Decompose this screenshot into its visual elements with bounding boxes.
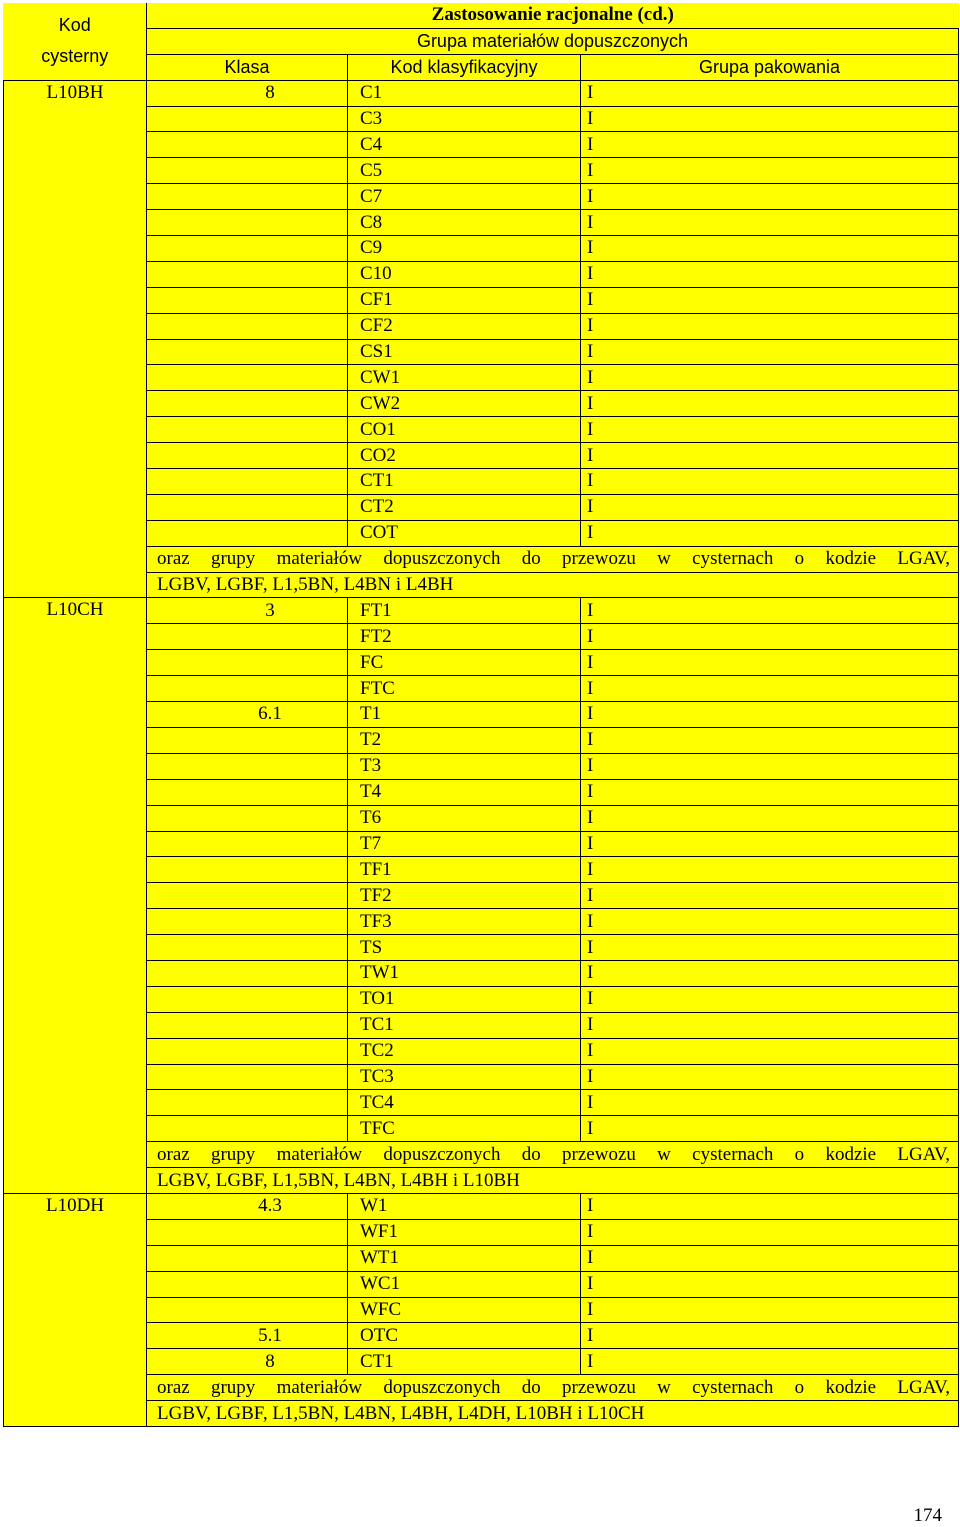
kod-klasyfikacyjny-cell: T7 [348,831,581,857]
note-line: LGBV, LGBF, L1,5BN, L4BN i L4BH [147,572,959,598]
klasa-cell [147,1245,348,1271]
kod-klasyfikacyjny-cell: C10 [348,261,581,287]
kod-cysterny-cell: L10BH [4,80,147,598]
grupa-pakowania-cell: I [581,1038,959,1064]
klasa-cell: 4.3 [147,1193,348,1219]
klasa-cell [147,935,348,961]
grupa-pakowania-cell: I [581,1193,959,1219]
table-row [4,287,959,313]
klasa-cell [147,831,348,857]
note-line: oraz grupy materiałów dopuszczonych do przewozu w cysternach o kodzie LGAV, [147,546,959,572]
table-row [4,702,959,728]
table-row [4,1219,959,1245]
kod-klasyfikacyjny-cell: TS [348,935,581,961]
grupa-pakowania-cell: I [581,1012,959,1038]
kod-klasyfikacyjny-cell: CS1 [348,339,581,365]
grupa-header: Grupa materiałów dopuszczonych [147,28,959,54]
klasa-cell [147,753,348,779]
klasa-cell: 6.1 [147,702,348,728]
grupa-pakowania-cell: I [581,935,959,961]
table-row [4,1245,959,1271]
klasa-cell [147,313,348,339]
klasa-cell: 3 [147,598,348,624]
grupa-pakowania-cell: I [581,494,959,520]
klasa-cell [147,857,348,883]
grupa-pakowania-cell: I [581,1323,959,1349]
klasa-cell: 5.1 [147,1323,348,1349]
table-row [4,805,959,831]
kod-klasyfikacyjny-cell: C9 [348,236,581,262]
header-group-row [4,28,959,54]
grupa-pakowania-cell: I [581,339,959,365]
kod-cysterny-label: Kod cysterny [41,15,109,67]
table-row [4,1193,959,1219]
grupa-pakowania-cell: I [581,1219,959,1245]
table-row [4,1271,959,1297]
table-row [4,80,959,106]
table-row [4,443,959,469]
header-title-row [4,3,959,28]
table-row [4,1012,959,1038]
kod-klasyfikacyjny-cell: T1 [348,702,581,728]
klasa-cell [147,417,348,443]
kod-klasyfikacyjny-cell: OTC [348,1323,581,1349]
klasa-cell [147,391,348,417]
table-row [4,1323,959,1349]
note-row [4,572,959,598]
grupa-pakowania-cell: I [581,184,959,210]
table-row [4,986,959,1012]
kod-klasyfikacyjny-cell: CF2 [348,313,581,339]
table-row [4,210,959,236]
klasa-cell [147,1012,348,1038]
grupa-pakowania-cell: I [581,132,959,158]
grupa-pakowania-cell: I [581,287,959,313]
klasa-cell [147,960,348,986]
kod-klasyfikacyjny-cell: COT [348,520,581,546]
table-row [4,909,959,935]
klasa-cell [147,624,348,650]
grupa-pakowania-cell: I [581,236,959,262]
klasa-cell [147,106,348,132]
grupa-pakowania-cell: I [581,650,959,676]
grupa-pakowania-cell: I [581,158,959,184]
table-row [4,236,959,262]
grupa-pakowania-cell: I [581,1064,959,1090]
table-row [4,469,959,495]
kod-klasyfikacyjny-cell: FC [348,650,581,676]
klasa-cell [147,1219,348,1245]
kod-klasyfikacyjny-cell: TC4 [348,1090,581,1116]
grupa-pakowania-cell: I [581,986,959,1012]
continuation-title: Zastosowanie racjonalne (cd.) [147,3,959,28]
grupa-pakowania-cell: I [581,805,959,831]
page-number: 174 [913,1505,942,1526]
grupa-pakowania-cell: I [581,1245,959,1271]
note-line: LGBV, LGBF, L1,5BN, L4BN, L4BH i L10BH [147,1168,959,1194]
klasa-cell [147,1064,348,1090]
kod-klasyfikacyjny-cell: TC2 [348,1038,581,1064]
grupa-pakowania-cell: I [581,727,959,753]
grupa-pakowania-cell: I [581,443,959,469]
klasa-cell [147,650,348,676]
table-row [4,831,959,857]
kod-klasyfikacyjny-cell: CO2 [348,443,581,469]
table-row [4,650,959,676]
kod-klasyfikacyjny-cell: CT2 [348,494,581,520]
grupa-pakowania-cell: I [581,520,959,546]
table-row [4,1297,959,1323]
grupa-pakowania-cell: I [581,676,959,702]
klasa-cell [147,443,348,469]
grupa-pakowania-cell: I [581,261,959,287]
note-line: oraz grupy materiałów dopuszczonych do przewozu w cysternach o kodzie LGAV, [147,1142,959,1168]
header-columns-row [4,54,959,80]
klasa-cell [147,883,348,909]
grupa-pakowania-cell: I [581,909,959,935]
kod-cysterny-cell: L10CH [4,598,147,1193]
kod-klasyfikacyjny-cell: C8 [348,210,581,236]
klasa-cell [147,805,348,831]
kod-klasyfikacyjny-cell: CF1 [348,287,581,313]
grupa-pakowania-cell: I [581,417,959,443]
table-row [4,1116,959,1142]
table-row [4,339,959,365]
kod-klasyfikacyjny-cell: WC1 [348,1271,581,1297]
grupa-pakowania-cell: I [581,1090,959,1116]
table-row [4,132,959,158]
kod-klasyfikacyjny-cell: WFC [348,1297,581,1323]
kod-klasyfikacyjny-cell: C3 [348,106,581,132]
tank-code-table [3,3,959,1427]
grupa-pakowania-cell: I [581,753,959,779]
klasa-cell [147,339,348,365]
grupa-pakowania-cell: I [581,365,959,391]
klasa-cell [147,1090,348,1116]
klasa-cell [147,779,348,805]
grupa-pakowania-cell: I [581,831,959,857]
grupa-pakowania-cell: I [581,857,959,883]
table-row [4,494,959,520]
klasa-cell [147,727,348,753]
table-row [4,417,959,443]
klasa-cell [147,365,348,391]
klasa-cell: 8 [147,80,348,106]
grupa-pakowania-cell: I [581,702,959,728]
table-row [4,1038,959,1064]
kod-klasyfikacyjny-cell: CT1 [348,469,581,495]
kod-klasyfikacyjny-cell: TF1 [348,857,581,883]
table-row [4,960,959,986]
grupa-pakowania-cell: I [581,80,959,106]
klasa-cell [147,158,348,184]
table-row [4,624,959,650]
kod-klasyfikacyjny-cell: TC3 [348,1064,581,1090]
note-row [4,1375,959,1401]
table-row [4,598,959,624]
kod-klasyfikacyjny-cell: T4 [348,779,581,805]
kod-klasyfikacyjny-cell: CO1 [348,417,581,443]
kod-klasyfikacyjny-cell: C5 [348,158,581,184]
klasa-cell [147,132,348,158]
table-row [4,779,959,805]
kod-cysterny-cell: L10DH [4,1193,147,1426]
note-line: LGBV, LGBF, L1,5BN, L4BN, L4BH, L4DH, L10BH i L10CH [147,1401,959,1427]
kod-klasyfikacyjny-cell: C1 [348,80,581,106]
grupa-pakowania-cell: I [581,1297,959,1323]
klasa-header: Klasa [147,54,348,80]
grupa-pakowania-cell: I [581,313,959,339]
kod-klasyfikacyjny-cell: CW1 [348,365,581,391]
grupa-pakowania-cell: I [581,469,959,495]
kod-klasyfikacyjny-cell: TF3 [348,909,581,935]
kod-klasyfikacyjny-cell: T6 [348,805,581,831]
table-row [4,1090,959,1116]
table-row [4,261,959,287]
grupa-pakowania-cell: I [581,779,959,805]
note-row [4,1168,959,1194]
table-row [4,106,959,132]
klasa-cell [147,210,348,236]
kod-klasyfikacyjny-cell: W1 [348,1193,581,1219]
klasa-cell [147,494,348,520]
kod-klasyfikacyjny-cell: C7 [348,184,581,210]
grupa-pakowania-cell: I [581,1116,959,1142]
kod-klasyfikacyjny-cell: FT1 [348,598,581,624]
kod-klasyfikacyjny-cell: CT1 [348,1349,581,1375]
grupa-pakowania-header: Grupa pakowania [581,54,959,80]
table-row [4,313,959,339]
grupa-pakowania-cell: I [581,624,959,650]
table-row [4,1064,959,1090]
klasa-cell [147,1297,348,1323]
klasa-cell: 8 [147,1349,348,1375]
kod-klasyfikacyjny-cell: T3 [348,753,581,779]
grupa-pakowania-cell: I [581,106,959,132]
grupa-pakowania-cell: I [581,960,959,986]
klasa-cell [147,520,348,546]
table-row [4,158,959,184]
kod-klasyfikacyjny-cell: CW2 [348,391,581,417]
table-row [4,857,959,883]
table-row [4,365,959,391]
table-row [4,935,959,961]
grupa-pakowania-cell: I [581,391,959,417]
kod-klasyfikacyjny-cell: TC1 [348,1012,581,1038]
kod-cysterny-header [4,3,147,80]
table-row [4,391,959,417]
klasa-cell [147,909,348,935]
grupa-pakowania-cell: I [581,598,959,624]
klasa-cell [147,1038,348,1064]
grupa-pakowania-cell: I [581,1349,959,1375]
table-row [4,753,959,779]
table-row [4,883,959,909]
klasa-cell [147,287,348,313]
kod-klasyfikacyjny-cell: WT1 [348,1245,581,1271]
note-row [4,546,959,572]
table-row [4,184,959,210]
kod-klasyfikacyjny-cell: T2 [348,727,581,753]
note-line: oraz grupy materiałów dopuszczonych do przewozu w cysternach o kodzie LGAV, [147,1375,959,1401]
klasa-cell [147,236,348,262]
kod-klasyfikacyjny-cell: WF1 [348,1219,581,1245]
table-row [4,520,959,546]
kod-klasyfikacyjny-header: Kod klasyfikacyjny [348,54,581,80]
kod-klasyfikacyjny-cell: TFC [348,1116,581,1142]
klasa-cell [147,1271,348,1297]
kod-klasyfikacyjny-cell: FT2 [348,624,581,650]
grupa-pakowania-cell: I [581,210,959,236]
table-row [4,676,959,702]
kod-klasyfikacyjny-cell: TW1 [348,960,581,986]
table-row [4,727,959,753]
note-row [4,1401,959,1427]
kod-klasyfikacyjny-cell: FTC [348,676,581,702]
note-row [4,1142,959,1168]
kod-klasyfikacyjny-cell: TO1 [348,986,581,1012]
klasa-cell [147,676,348,702]
klasa-cell [147,261,348,287]
grupa-pakowania-cell: I [581,1271,959,1297]
klasa-cell [147,184,348,210]
klasa-cell [147,986,348,1012]
klasa-cell [147,469,348,495]
klasa-cell [147,1116,348,1142]
kod-klasyfikacyjny-cell: TF2 [348,883,581,909]
grupa-pakowania-cell: I [581,883,959,909]
kod-klasyfikacyjny-cell: C4 [348,132,581,158]
table-row [4,1349,959,1375]
